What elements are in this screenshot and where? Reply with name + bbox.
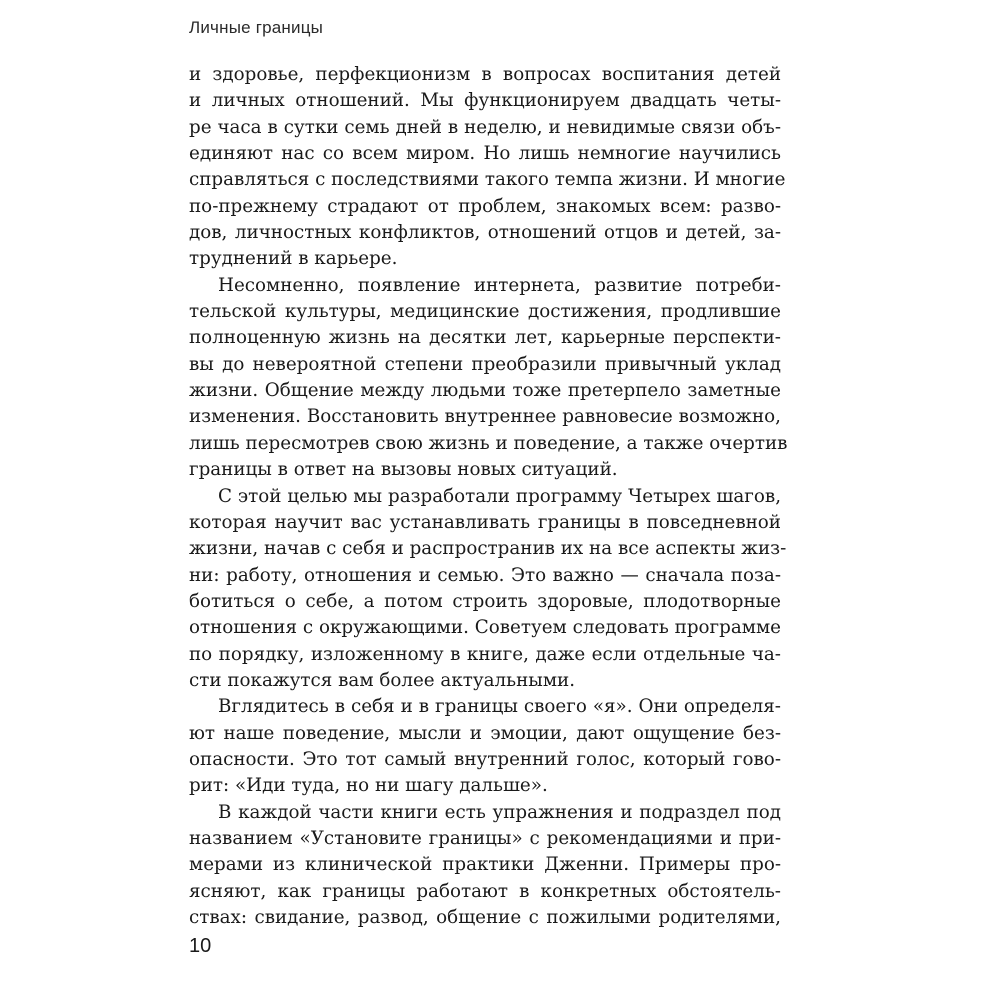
text-line: справляться с последствиями такого темпа жизни. И многие <box>189 169 786 191</box>
text-line: отношения с окружающими. Советуем следовать программе <box>189 617 781 639</box>
text-line: сти покажутся вам более актуальными. <box>189 669 576 691</box>
text-line: В каждой части книги есть упражнения и подраздел под <box>218 801 781 823</box>
page-number: 10 <box>189 935 212 957</box>
text-line: названием «Установите границы» с рекомендациями и при- <box>189 827 781 849</box>
text-line: мерами из клинической практики Дженни. Примеры про- <box>189 854 781 876</box>
text-line: ствах: свидание, развод, общение с пожилыми родителями, <box>189 907 781 928</box>
text-line: полноценную жизнь на десятки лет, карьерные перспекти- <box>189 327 781 349</box>
text-line: опасности. Это тот самый внутренний голос, который гово- <box>189 748 781 770</box>
text-line: по порядку, изложенному в книге, даже если отдельные ча- <box>189 643 781 665</box>
text-line: С этой целью мы разработали программу Четырех шагов, <box>218 485 781 507</box>
text-line: и здоровье, перфекционизм в вопросах воспитания детей <box>189 64 781 85</box>
text-line: труднений в карьере. <box>189 248 398 270</box>
text-line: рит: «Иди туда, но ни шагу дальше». <box>189 775 548 797</box>
text-line: жизни, начав с себя и распространив их на все аспекты жиз- <box>189 538 787 560</box>
text-line: границы в ответ на вызовы новых ситуаций. <box>189 459 618 481</box>
text-line: дов, личностных конфликтов, отношений отцов и детей, за- <box>189 222 781 244</box>
text-line: по-прежнему страдают от проблем, знакомых всем: разво- <box>189 195 781 217</box>
text-line: ни: работу, отношения и семью. Это важно — сначала поза- <box>189 564 781 586</box>
text-line: Несомненно, появление интернета, развитие потреби- <box>218 274 781 296</box>
text-line: ре часа в сутки семь дней в неделю, и невидимые связи объ- <box>189 116 781 138</box>
body-text <box>189 62 788 931</box>
text-line: Вглядитесь в себя и в границы своего «я». Они определя- <box>218 696 781 718</box>
text-line: которая научит вас устанавливать границы в повседневной <box>189 511 781 533</box>
text-line: ясняют, как границы работают в конкретных обстоятель- <box>189 880 781 902</box>
text-line: вы до невероятной степени преобразили привычный уклад <box>189 353 781 375</box>
text-line: лишь пересмотрев свою жизнь и поведение, а также очертив <box>189 432 788 454</box>
text-line: ют наше поведение, мысли и эмоции, дают ощущение без- <box>189 722 781 744</box>
text-line: тельской культуры, медицинские достижения, продлившие <box>189 301 781 323</box>
running-head: Личные границы <box>189 18 324 37</box>
text-line: ботиться о себе, а потом строить здоровые, плодотворные <box>189 590 781 612</box>
text-line: единяют нас со всем миром. Но лишь немногие научились <box>189 143 781 165</box>
text-line: жизни. Общение между людьми тоже претерпело заметные <box>189 380 781 402</box>
text-line: изменения. Восстановить внутреннее равновесие возможно, <box>189 406 781 428</box>
text-line: и личных отношений. Мы функционируем двадцать четы- <box>189 90 781 112</box>
